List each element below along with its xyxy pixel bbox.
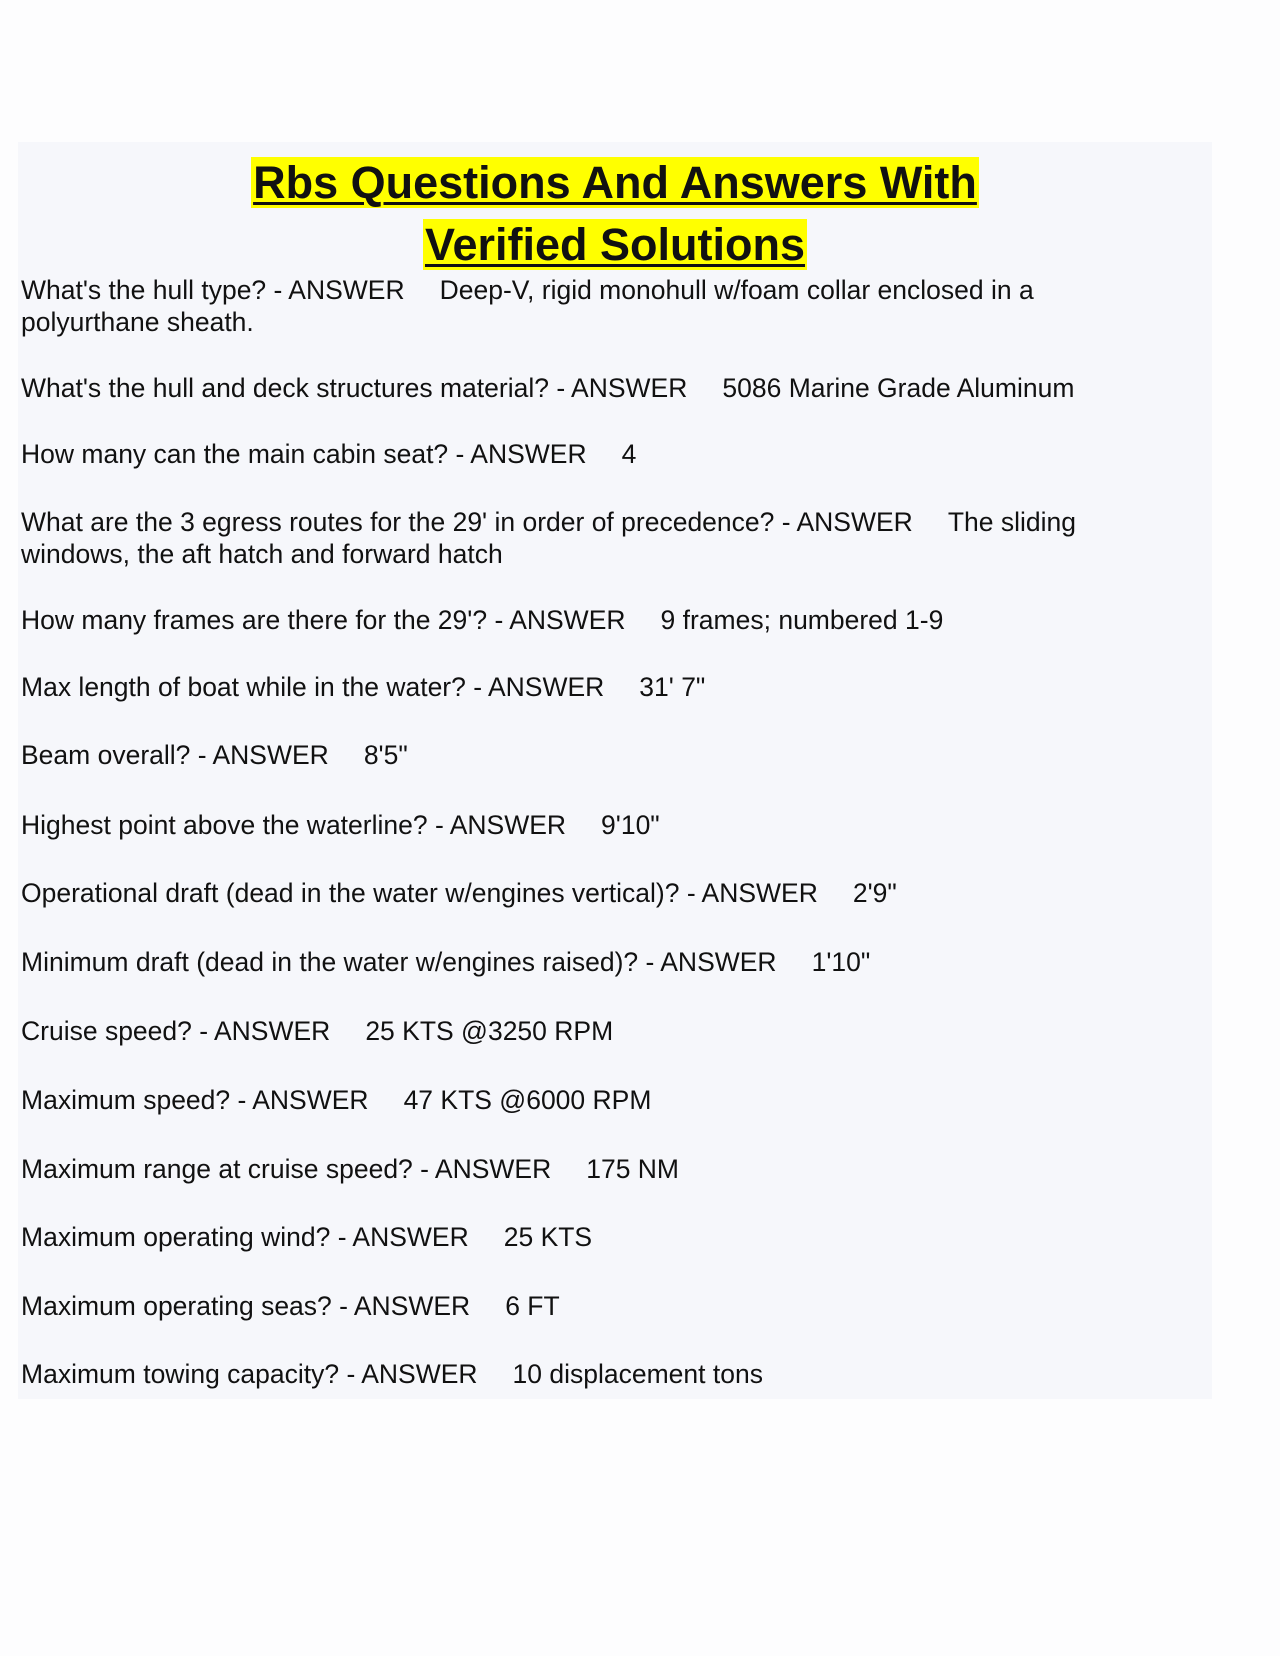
question: Maximum range at cruise speed?: [21, 1154, 413, 1184]
qa-item: [21, 1290, 1171, 1322]
qa-item: [21, 1153, 1171, 1185]
answer: 5086 Marine Grade Aluminum: [722, 373, 1075, 403]
question: Minimum draft (dead in the water w/engines raised)?: [21, 947, 639, 977]
qa-item: [21, 739, 1171, 771]
qa-item: [21, 877, 1171, 909]
answer-label: - ANSWER: [346, 1359, 478, 1389]
question: What's the hull type?: [21, 275, 267, 305]
question: Maximum operating seas?: [21, 1291, 332, 1321]
question: Maximum speed?: [21, 1085, 231, 1115]
document-title: [18, 152, 1212, 276]
answer-label: - ANSWER: [781, 507, 913, 537]
answer: 8'5": [363, 740, 408, 770]
answer: 4: [621, 439, 637, 469]
answer: 25 KTS @3250 RPM: [365, 1016, 614, 1046]
question: Max length of boat while in the water?: [21, 672, 466, 702]
question: How many frames are there for the 29'?: [21, 605, 488, 635]
answer-label: - ANSWER: [645, 947, 777, 977]
answer: 2'9": [852, 878, 897, 908]
answer: 47 KTS @6000 RPM: [403, 1085, 652, 1115]
answer: 6 FT: [505, 1291, 560, 1321]
qa-item: [21, 1015, 1171, 1047]
qa-item: [21, 809, 1171, 841]
answer-label: - ANSWER: [199, 1016, 331, 1046]
qa-item: [21, 506, 1171, 570]
qa-item: [21, 1221, 1171, 1253]
answer: 9'10": [601, 810, 660, 840]
title-line-1: Rbs Questions And Answers With: [253, 157, 977, 208]
question: Operational draft (dead in the water w/engines vertical)?: [21, 878, 680, 908]
title-line-2: Verified Solutions: [424, 219, 806, 270]
qa-item: [21, 438, 1171, 470]
question: Highest point above the waterline?: [21, 810, 428, 840]
answer: Deep-V, rigid monohull w/foam collar enclosed in a polyurthane sheath.: [21, 275, 1034, 337]
answer-label: - ANSWER: [339, 1291, 471, 1321]
qa-item: [21, 671, 1171, 703]
answer: 31' 7": [639, 672, 706, 702]
question: Maximum operating wind?: [21, 1222, 331, 1252]
question: Cruise speed?: [21, 1016, 192, 1046]
answer-label: - ANSWER: [197, 740, 329, 770]
question: What's the hull and deck structures material?: [21, 373, 549, 403]
answer: 175 NM: [586, 1154, 680, 1184]
answer: 10 displacement tons: [512, 1359, 763, 1389]
qa-item: [21, 604, 1171, 636]
answer-label: - ANSWER: [686, 878, 818, 908]
answer-label: - ANSWER: [455, 439, 587, 469]
qa-item: [21, 946, 1171, 978]
question: What are the 3 egress routes for the 29' in order of precedence?: [21, 507, 775, 537]
answer: The sliding windows, the aft hatch and forward hatch: [21, 507, 1076, 569]
answer-label: - ANSWER: [473, 672, 605, 702]
answer-label: - ANSWER: [420, 1154, 552, 1184]
answer: 25 KTS: [503, 1222, 593, 1252]
answer-label: - ANSWER: [494, 605, 626, 635]
document-page: [18, 142, 1212, 1399]
qa-item: [21, 274, 1171, 338]
answer-label: - ANSWER: [273, 275, 405, 305]
qa-item: [21, 372, 1171, 404]
question: Maximum towing capacity?: [21, 1359, 340, 1389]
answer: 1'10": [811, 947, 871, 977]
answer: 9 frames; numbered 1-9: [660, 605, 944, 635]
qa-item: [21, 1358, 1171, 1390]
answer-label: - ANSWER: [556, 373, 688, 403]
question: Beam overall?: [21, 740, 191, 770]
answer-label: - ANSWER: [237, 1085, 369, 1115]
answer-label: - ANSWER: [337, 1222, 469, 1252]
qa-list: [21, 274, 1171, 1390]
question: How many can the main cabin seat?: [21, 439, 449, 469]
qa-item: [21, 1084, 1171, 1116]
answer-label: - ANSWER: [434, 810, 567, 840]
